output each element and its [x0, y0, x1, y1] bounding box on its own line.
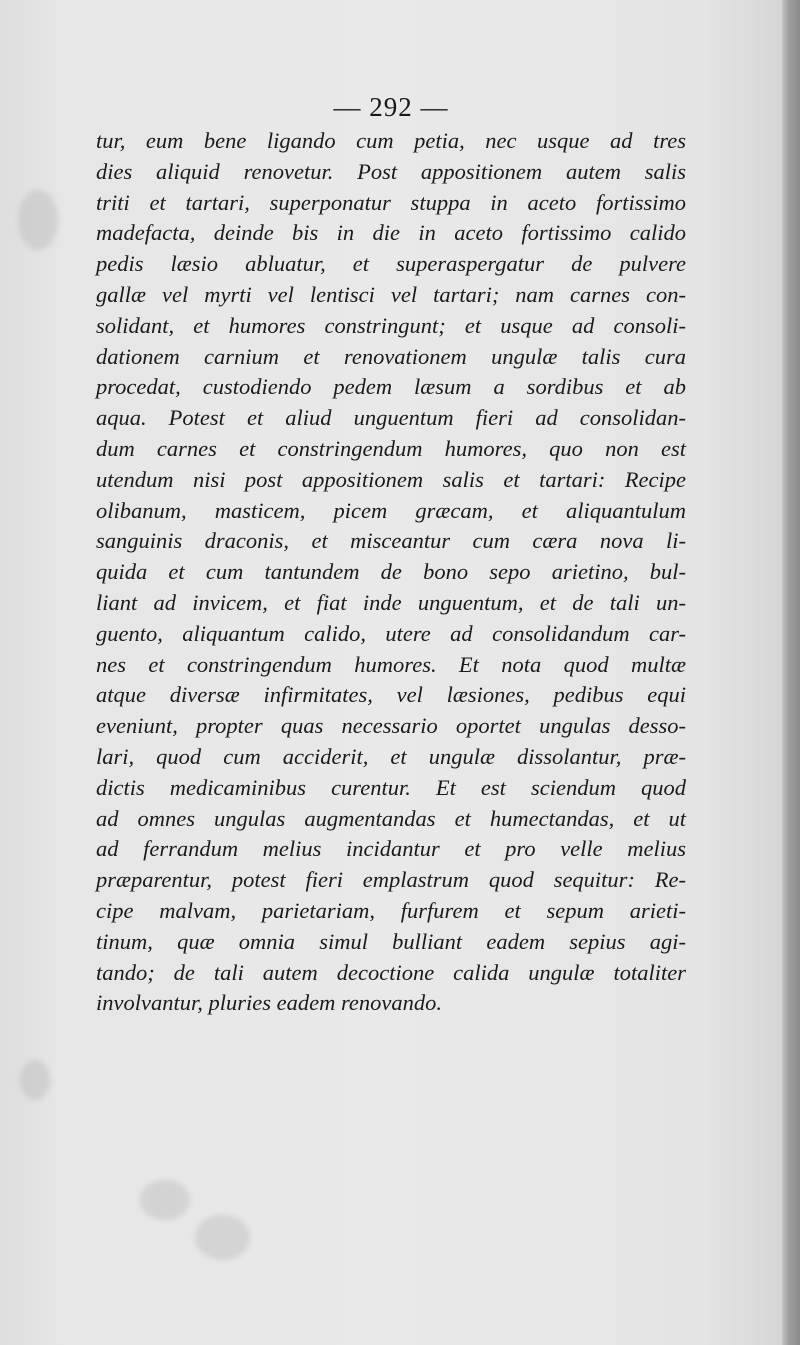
text-line: tur, eum bene ligando cum petia, nec usque ad tres [96, 128, 686, 153]
text-line: aqua. Potest et aliud unguentum fieri ad consolidan- [96, 405, 686, 431]
text-line: dum carnes et constringendum humores, quo non est [96, 435, 686, 461]
text-line: ad ferrandum melius incidantur et pro velle melius [96, 836, 686, 862]
paper-stain [195, 1215, 250, 1260]
text-line: dictis medicaminibus curentur. Et est sciendum quod [96, 774, 686, 800]
text-line: triti et tartari, superponatur stuppa in aceto fortissimo [96, 189, 686, 215]
text-line: liant ad invicem, et fiat inde unguentum, et de tali un- [96, 589, 686, 615]
text-line: dies aliquid renovetur. Post appositionem autem salis [96, 158, 686, 184]
text-line: guento, aliquantum calido, utere ad consolidandum car- [96, 620, 686, 646]
paper-stain [20, 1060, 50, 1100]
page-number: — 292 — [333, 92, 449, 122]
text-line: gallæ vel myrti vel lentisci vel tartari; nam carnes con- [96, 281, 686, 307]
paper-stain [140, 1180, 190, 1220]
text-line: lari, quod cum acciderit, et ungulæ dissolantur, præ- [96, 743, 686, 769]
text-line: solidant, et humores constringunt; et usque ad consoli- [96, 312, 686, 338]
text-line: procedat, custodiendo pedem læsum a sordibus et ab [96, 374, 686, 400]
text-line: dationem carnium et renovationem ungulæ talis cura [96, 343, 686, 369]
text-line: madefacta, deinde bis in die in aceto fortissimo calido [96, 220, 686, 246]
text-line: cipe malvam, parietariam, furfurem et sepum arieti- [96, 897, 686, 923]
text-line: præparentur, potest fieri emplastrum quod sequitur: Re- [96, 867, 686, 893]
text-line: pedis læsio abluatur, et superaspergatur de pulvere [96, 251, 686, 277]
text-line: ad omnes ungulas augmentandas et humectandas, et ut [96, 805, 686, 831]
text-line: involvantur, pluries eadem renovando. [96, 990, 442, 1016]
text-line: quida et cum tantundem de bono sepo arietino, bul- [96, 559, 686, 585]
text-line: nes et constringendum humores. Et nota quod multæ [96, 651, 686, 677]
text-line: tinum, quæ omnia simul bulliant eadem sepius agi- [96, 928, 686, 954]
text-line: tando; de tali autem decoctione calida ungulæ totaliter [96, 959, 686, 985]
body-text [96, 126, 686, 1019]
text-line: olibanum, masticem, picem græcam, et aliquantulum [96, 497, 686, 523]
page-edge-shadow [782, 0, 800, 1345]
text-line: utendum nisi post appositionem salis et tartari: Recipe [96, 466, 686, 492]
text-line: atque diversæ infirmitates, vel læsiones, pedibus equi [96, 682, 686, 708]
text-line: eveniunt, propter quas necessario oportet ungulas desso- [96, 713, 686, 739]
paper-stain [18, 190, 58, 250]
text-line: sanguinis draconis, et misceantur cum cæra nova li- [96, 528, 686, 554]
